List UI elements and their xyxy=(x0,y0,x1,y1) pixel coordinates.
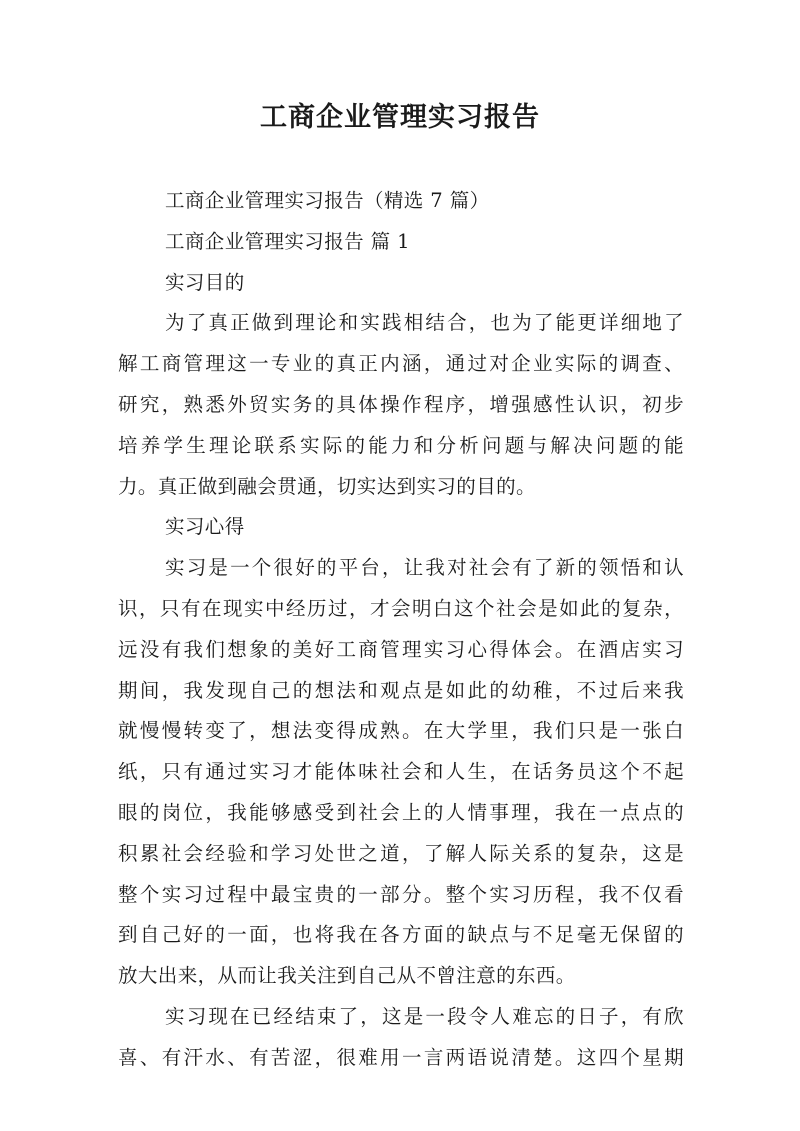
section-heading: 工商企业管理实习报告 篇 1 xyxy=(165,229,410,253)
paragraph-line: 眼的岗位，我能够感受到社会上的人情事理，我在一点点的 xyxy=(118,800,684,824)
paragraph-line: 实习是一个很好的平台，让我对社会有了新的领悟和认 xyxy=(165,556,684,580)
paragraph-line: 纸，只有通过实习才能体味社会和人生，在话务员这个不起 xyxy=(118,760,684,784)
paragraph-line: 为了真正做到理论和实践相结合，也为了能更详细地了 xyxy=(165,311,684,335)
paragraph-line: 积累社会经验和学习处世之道，了解人际关系的复杂，这是 xyxy=(118,841,684,865)
section-heading: 实习目的 xyxy=(165,270,245,294)
subtitle-line: 工商企业管理实习报告（精选 7 篇） xyxy=(165,189,490,212)
paragraph-line: 就慢慢转变了，想法变得成熟。在大学里，我们只是一张白 xyxy=(118,719,684,743)
paragraph-line: 放大出来，从而让我关注到自己从不曾注意的东西。 xyxy=(118,964,576,988)
paragraph-line: 培养学生理论联系实际的能力和分析问题与解决问题的能 xyxy=(118,433,684,457)
paragraph-line: 期间，我发现自己的想法和观点是如此的幼稚，不过后来我 xyxy=(118,678,684,702)
paragraph-line: 实习现在已经结束了，这是一段令人难忘的日子，有欣 xyxy=(165,1004,684,1028)
paragraph-line: 力。真正做到融会贯通，切实达到实习的目的。 xyxy=(118,474,536,498)
paragraph-line: 研究，熟悉外贸实务的具体操作程序，增强感性认识，初步 xyxy=(118,392,684,416)
section-heading: 实习心得 xyxy=(165,515,245,539)
paragraph-line: 到自己好的一面，也将我在各方面的缺点与不足毫无保留的 xyxy=(118,923,684,947)
paragraph-line: 识，只有在现实中经历过，才会明白这个社会是如此的复杂， xyxy=(118,596,684,620)
paragraph-line: 喜、有汗水、有苦涩，很难用一言两语说清楚。这四个星期 xyxy=(118,1045,684,1069)
paragraph-line: 整个实习过程中最宝贵的一部分。整个实习历程，我不仅看 xyxy=(118,882,684,906)
paragraph-line: 解工商管理这一专业的真正内涵，通过对企业实际的调查、 xyxy=(118,352,684,376)
document-title: 工商企业管理实习报告 xyxy=(260,102,540,133)
document-body xyxy=(118,181,684,1079)
paragraph-line: 远没有我们想象的美好工商管理实习心得体会。在酒店实习 xyxy=(118,637,684,661)
